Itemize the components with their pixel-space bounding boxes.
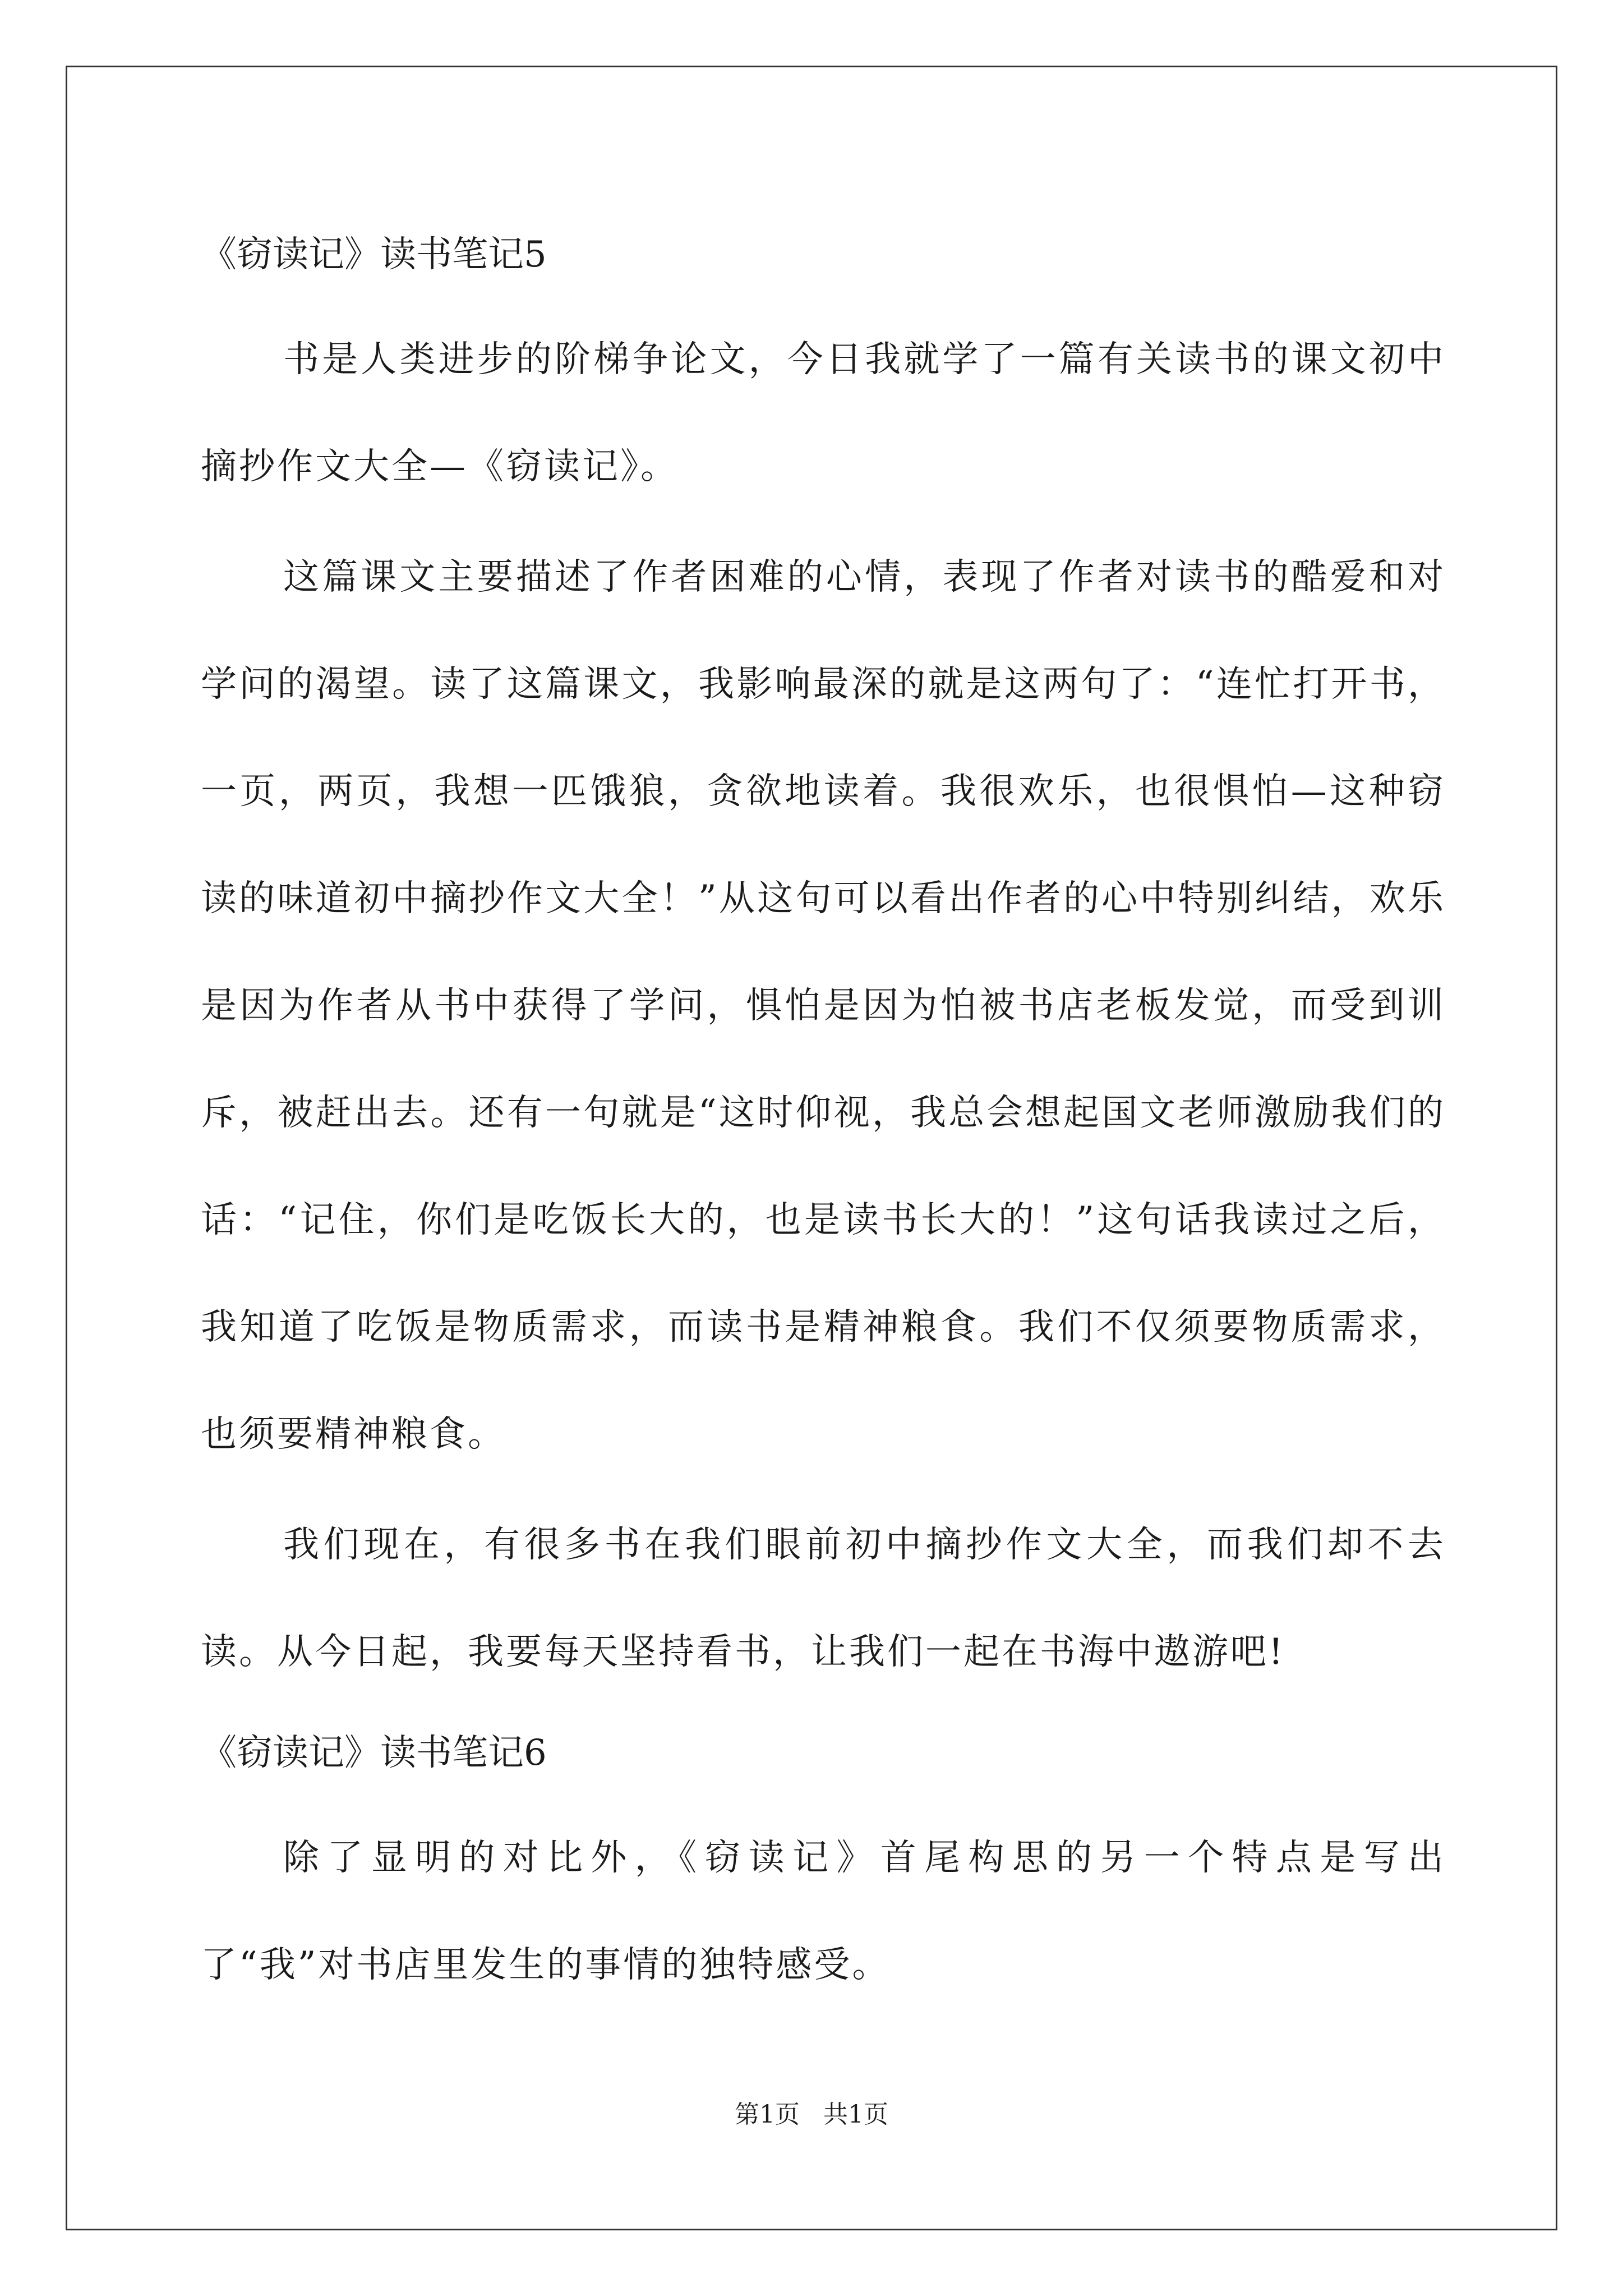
document-body [201,208,1446,2019]
page-number: 第1页 [735,2100,800,2129]
paragraph: 我们现在，有很多书在我们眼前初中摘抄作文大全，而我们却不去读。从今日起，我要每天坚持看书，让我们一起在书海中遨游吧! [201,1524,1446,1673]
paragraph: 书是人类进步的阶梯争论文，今日我就学了一篇有关读书的课文初中摘抄作文大全—《窃读记》。 [201,339,1446,487]
page-total: 共1页 [823,2100,888,2129]
page-footer [0,2098,1623,2132]
section-heading: 《窃读记》读书笔记6 [201,1732,547,1774]
paragraph: 除了显明的对比外，《窃读记》首尾构思的另一个特点是写出了“我”对书店里发生的事情的独特感受。 [201,1837,1446,1986]
paragraph: 这篇课文主要描述了作者困难的心情，表现了作者对读书的酷爱和对学问的渴望。读了这篇课文，我影响最深的就是这两句了：“连忙打开书，一页，两页，我想一匹饿狼，贪欲地读着。我很欢乐，也很惧怕—这种窃读的味道初中摘抄作文大全！”从这句可以看出作者的心中特别纠结，欢乐是因为作者从书中获得了学问，惧怕是因为怕被书店老板发觉，而受到训斥，被赶出去。还有一句就是“这时仰视，我总会想起国文老师激励我们的话：“记住，你们是吃饭长大的，也是读书长大的！”这句话我读过之后，我知道了吃饭是物质需求，而读书是精神粮食。我们不仅须要物质需求，也须要精神粮食。 [201,556,1446,1455]
section-heading: 《窃读记》读书笔记5 [201,234,547,275]
